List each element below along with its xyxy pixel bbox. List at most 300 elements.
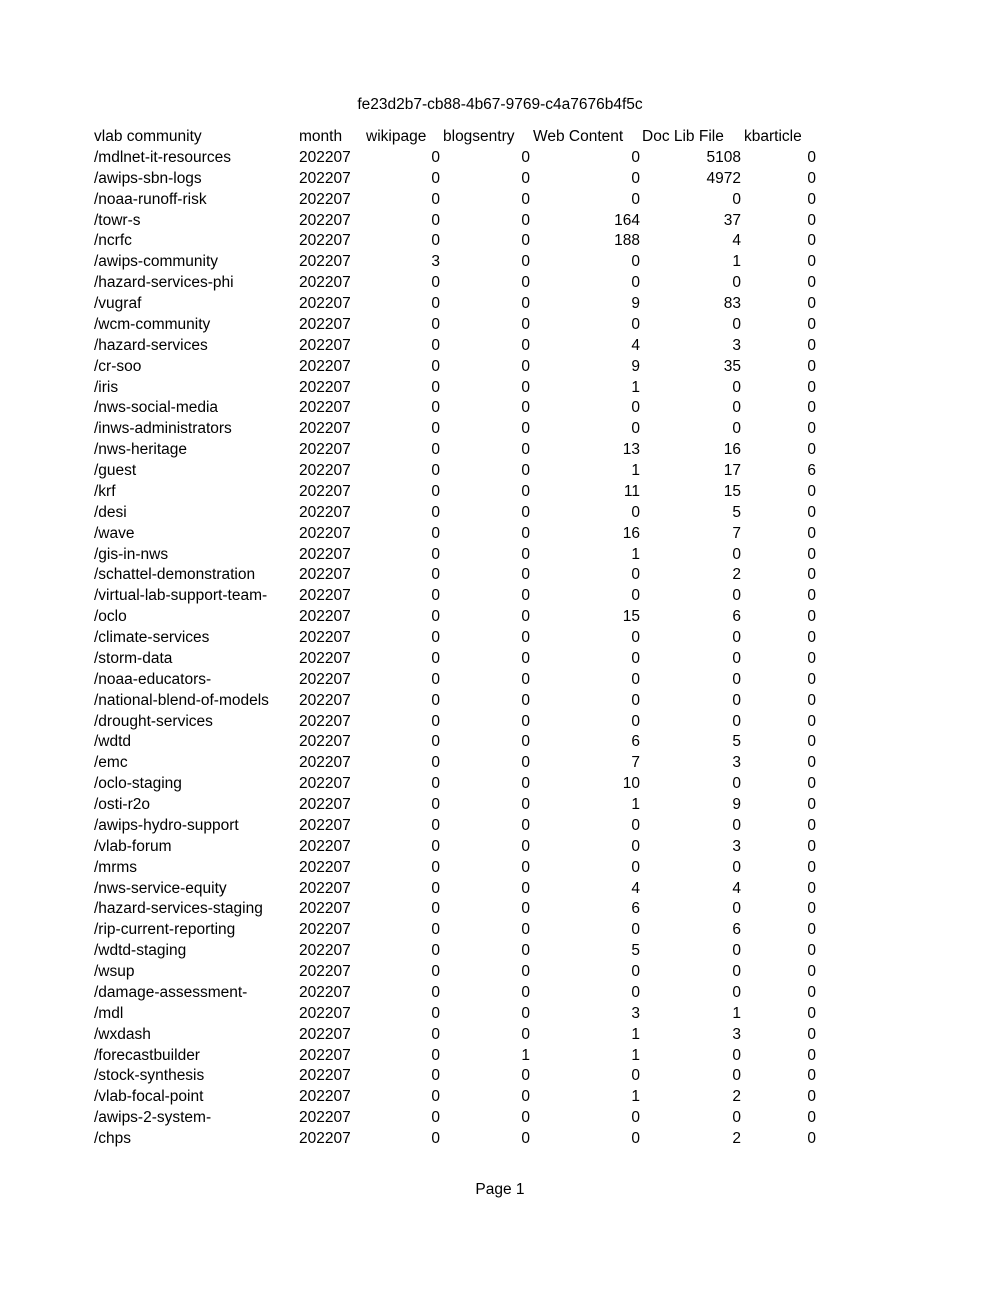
cell-web-content: 5 <box>631 942 640 960</box>
cell-blogsentry: 0 <box>521 942 530 960</box>
page-number: Page 1 <box>475 1181 525 1198</box>
cell-wikipage: 0 <box>431 1004 440 1022</box>
cell-wikipage: 0 <box>431 942 440 960</box>
cell-doc-lib-file: 0 <box>732 1067 741 1085</box>
cell-month: 202207 <box>299 274 351 292</box>
column-header-doc-lib-file: Doc Lib File <box>642 128 724 145</box>
cell-web-content: 6 <box>631 733 640 751</box>
cell-doc-lib-file: 0 <box>732 1046 741 1064</box>
cell-web-content: 3 <box>631 1004 640 1022</box>
cell-doc-lib-file: 0 <box>732 399 741 417</box>
cell-doc-lib-file: 4972 <box>706 169 741 187</box>
cell-community: /oclo <box>94 608 127 626</box>
cell-blogsentry: 1 <box>521 1046 530 1064</box>
cell-web-content: 0 <box>631 983 640 1001</box>
cell-blogsentry: 0 <box>521 232 530 250</box>
cell-month: 202207 <box>299 754 351 772</box>
cell-community: /national-blend-of-models <box>94 691 269 709</box>
cell-doc-lib-file: 7 <box>732 524 741 542</box>
cell-month: 202207 <box>299 315 351 333</box>
cell-blogsentry: 0 <box>521 837 530 855</box>
cell-web-content: 0 <box>631 587 640 605</box>
cell-web-content: 11 <box>623 482 640 500</box>
cell-wikipage: 0 <box>431 858 440 876</box>
cell-month: 202207 <box>299 1025 351 1043</box>
cell-kbarticle: 0 <box>807 1067 816 1085</box>
cell-blogsentry: 0 <box>521 1088 530 1106</box>
cell-community: /ncrfc <box>94 232 132 250</box>
cell-community: /stock-synthesis <box>94 1067 205 1085</box>
cell-web-content: 0 <box>631 691 640 709</box>
cell-kbarticle: 0 <box>807 336 816 354</box>
cell-wikipage: 0 <box>431 879 440 897</box>
cell-kbarticle: 0 <box>807 545 816 563</box>
cell-kbarticle: 0 <box>807 232 816 250</box>
cell-community: /wsup <box>94 963 135 980</box>
cell-wikipage: 0 <box>431 733 440 751</box>
cell-blogsentry: 0 <box>521 733 530 751</box>
cell-blogsentry: 0 <box>521 462 530 479</box>
cell-month: 202207 <box>299 482 351 500</box>
cell-month: 202207 <box>299 796 351 813</box>
cell-doc-lib-file: 0 <box>732 775 741 793</box>
cell-community: /vlab-forum <box>94 837 172 855</box>
cell-doc-lib-file: 0 <box>732 816 741 834</box>
cell-month: 202207 <box>299 211 351 229</box>
cell-web-content: 0 <box>631 670 640 688</box>
cell-wikipage: 0 <box>431 566 440 584</box>
cell-web-content: 0 <box>631 816 640 834</box>
cell-blogsentry: 0 <box>521 295 530 312</box>
cell-wikipage: 0 <box>431 1109 440 1127</box>
cell-web-content: 1 <box>631 1025 640 1043</box>
cell-web-content: 0 <box>631 1109 640 1127</box>
cell-community: /wdtd <box>94 733 132 751</box>
cell-wikipage: 0 <box>431 837 440 855</box>
cell-community: /awips-hydro-support <box>94 816 239 834</box>
cell-kbarticle: 0 <box>807 253 816 271</box>
cell-kbarticle: 0 <box>807 963 816 980</box>
cell-kbarticle: 0 <box>807 879 816 897</box>
cell-community: /climate-services <box>94 629 210 646</box>
cell-community: /wdtd-staging <box>94 942 187 960</box>
cell-doc-lib-file: 0 <box>732 190 741 208</box>
cell-blogsentry: 0 <box>521 169 530 187</box>
document-title: fe23d2b7-cb88-4b67-9769-c4a7676b4f5c <box>357 96 643 113</box>
cell-wikipage: 0 <box>431 983 440 1001</box>
cell-kbarticle: 0 <box>807 1046 816 1064</box>
cell-blogsentry: 0 <box>521 503 530 521</box>
cell-doc-lib-file: 4 <box>732 879 741 897</box>
cell-community: /nws-social-media <box>94 399 219 417</box>
cell-community: /wcm-community <box>94 315 211 333</box>
cell-web-content: 0 <box>631 629 640 646</box>
cell-month: 202207 <box>299 712 351 730</box>
cell-wikipage: 3 <box>431 253 440 271</box>
cell-community: /storm-data <box>94 649 173 667</box>
cell-doc-lib-file: 0 <box>732 963 741 980</box>
cell-community: /noaa-runoff-risk <box>94 190 207 208</box>
cell-doc-lib-file: 37 <box>723 211 741 229</box>
cell-web-content: 0 <box>631 837 640 855</box>
cell-doc-lib-file: 15 <box>723 482 741 500</box>
cell-web-content: 9 <box>631 357 640 375</box>
cell-blogsentry: 0 <box>521 587 530 605</box>
cell-blogsentry: 0 <box>521 670 530 688</box>
cell-doc-lib-file: 0 <box>732 649 741 667</box>
cell-kbarticle: 0 <box>807 775 816 793</box>
cell-community: /nws-service-equity <box>94 879 227 897</box>
cell-community: /emc <box>94 754 128 772</box>
cell-web-content: 164 <box>614 211 640 229</box>
cell-kbarticle: 0 <box>807 357 816 375</box>
cell-community: /hazard-services-phi <box>94 274 234 292</box>
cell-kbarticle: 0 <box>807 315 816 333</box>
cell-blogsentry: 0 <box>521 399 530 417</box>
cell-doc-lib-file: 3 <box>732 336 741 354</box>
cell-doc-lib-file: 0 <box>732 587 741 605</box>
cell-month: 202207 <box>299 169 351 187</box>
cell-kbarticle: 0 <box>807 608 816 626</box>
cell-wikipage: 0 <box>431 462 440 479</box>
column-header-blogsentry: blogsentry <box>443 128 515 145</box>
cell-kbarticle: 0 <box>807 1088 816 1106</box>
cell-wikipage: 0 <box>431 963 440 980</box>
cell-wikipage: 0 <box>431 796 440 813</box>
cell-month: 202207 <box>299 649 351 667</box>
cell-blogsentry: 0 <box>521 879 530 897</box>
cell-wikipage: 0 <box>431 357 440 375</box>
cell-kbarticle: 0 <box>807 378 816 396</box>
cell-web-content: 0 <box>631 963 640 980</box>
cell-blogsentry: 0 <box>521 816 530 834</box>
cell-kbarticle: 0 <box>807 399 816 417</box>
cell-community: /osti-r2o <box>94 796 150 813</box>
cell-doc-lib-file: 6 <box>732 921 741 939</box>
cell-kbarticle: 0 <box>807 796 816 813</box>
cell-community: /vugraf <box>94 295 142 312</box>
cell-doc-lib-file: 0 <box>732 1109 741 1127</box>
cell-kbarticle: 0 <box>807 942 816 960</box>
cell-web-content: 6 <box>631 900 640 918</box>
cell-doc-lib-file: 9 <box>732 796 741 813</box>
cell-community: /awips-2-system- <box>94 1109 212 1127</box>
cell-kbarticle: 0 <box>807 670 816 688</box>
cell-month: 202207 <box>299 816 351 834</box>
cell-kbarticle: 0 <box>807 691 816 709</box>
cell-kbarticle: 0 <box>807 900 816 918</box>
cell-community: /wxdash <box>94 1025 151 1043</box>
cell-web-content: 10 <box>622 775 640 793</box>
cell-kbarticle: 0 <box>807 733 816 751</box>
cell-month: 202207 <box>299 232 351 250</box>
cell-community: /mdl <box>94 1004 124 1022</box>
cell-community: /awips-sbn-logs <box>94 169 202 187</box>
cell-month: 202207 <box>299 837 351 855</box>
cell-doc-lib-file: 4 <box>732 232 741 250</box>
cell-doc-lib-file: 0 <box>732 420 741 438</box>
cell-doc-lib-file: 0 <box>732 274 741 292</box>
cell-blogsentry: 0 <box>521 211 530 229</box>
cell-web-content: 16 <box>622 524 640 542</box>
cell-blogsentry: 0 <box>521 441 530 459</box>
cell-web-content: 7 <box>631 754 640 772</box>
cell-doc-lib-file: 0 <box>732 629 741 646</box>
cell-doc-lib-file: 0 <box>732 691 741 709</box>
cell-community: /forecastbuilder <box>94 1046 200 1064</box>
cell-blogsentry: 0 <box>521 1025 530 1043</box>
cell-kbarticle: 6 <box>807 462 816 479</box>
cell-doc-lib-file: 5 <box>732 733 741 751</box>
cell-community: /inws-administrators <box>94 420 232 438</box>
cell-web-content: 1 <box>631 1046 640 1064</box>
cell-kbarticle: 0 <box>807 837 816 855</box>
cell-web-content: 0 <box>631 921 640 939</box>
cell-month: 202207 <box>299 336 351 354</box>
cell-community: /mdlnet-it-resources <box>94 148 231 166</box>
cell-month: 202207 <box>299 733 351 751</box>
cell-web-content: 0 <box>631 712 640 730</box>
cell-blogsentry: 0 <box>521 963 530 980</box>
cell-doc-lib-file: 2 <box>732 1088 741 1106</box>
cell-kbarticle: 0 <box>807 566 816 584</box>
cell-wikipage: 0 <box>431 190 440 208</box>
cell-blogsentry: 0 <box>521 1130 530 1147</box>
cell-community: /nws-heritage <box>94 441 188 459</box>
cell-web-content: 0 <box>631 1067 640 1085</box>
cell-wikipage: 0 <box>431 378 440 396</box>
cell-doc-lib-file: 0 <box>732 983 741 1001</box>
cell-web-content: 0 <box>631 148 640 166</box>
cell-web-content: 1 <box>631 1088 640 1106</box>
cell-doc-lib-file: 0 <box>732 378 741 396</box>
cell-doc-lib-file: 3 <box>732 1025 741 1043</box>
cell-blogsentry: 0 <box>521 649 530 667</box>
cell-kbarticle: 0 <box>807 295 816 312</box>
cell-doc-lib-file: 2 <box>732 566 741 584</box>
cell-web-content: 1 <box>631 378 640 396</box>
cell-blogsentry: 0 <box>521 983 530 1001</box>
cell-wikipage: 0 <box>431 336 440 354</box>
cell-kbarticle: 0 <box>807 190 816 208</box>
cell-web-content: 0 <box>631 420 640 438</box>
cell-web-content: 0 <box>631 253 640 271</box>
cell-doc-lib-file: 3 <box>732 754 741 772</box>
cell-kbarticle: 0 <box>807 858 816 876</box>
cell-month: 202207 <box>299 983 351 1001</box>
cell-month: 202207 <box>299 858 351 876</box>
cell-wikipage: 0 <box>431 1130 440 1147</box>
cell-wikipage: 0 <box>431 503 440 521</box>
cell-kbarticle: 0 <box>807 482 816 500</box>
cell-month: 202207 <box>299 879 351 897</box>
cell-wikipage: 0 <box>431 629 440 646</box>
cell-month: 202207 <box>299 295 351 312</box>
cell-blogsentry: 0 <box>521 315 530 333</box>
cell-month: 202207 <box>299 566 351 584</box>
cell-month: 202207 <box>299 629 351 646</box>
cell-wikipage: 0 <box>431 274 440 292</box>
cell-kbarticle: 0 <box>807 1025 816 1043</box>
cell-kbarticle: 0 <box>807 1130 816 1147</box>
column-header-web-content: Web Content <box>533 128 624 145</box>
cell-blogsentry: 0 <box>521 482 530 500</box>
cell-kbarticle: 0 <box>807 649 816 667</box>
cell-wikipage: 0 <box>431 169 440 187</box>
cell-kbarticle: 0 <box>807 629 816 646</box>
cell-wikipage: 0 <box>431 921 440 939</box>
cell-doc-lib-file: 83 <box>723 295 741 312</box>
cell-blogsentry: 0 <box>521 190 530 208</box>
cell-kbarticle: 0 <box>807 754 816 772</box>
cell-wikipage: 0 <box>431 775 440 793</box>
cell-doc-lib-file: 6 <box>732 608 741 626</box>
cell-web-content: 1 <box>631 545 640 563</box>
cell-doc-lib-file: 2 <box>732 1130 741 1147</box>
cell-month: 202207 <box>299 691 351 709</box>
cell-kbarticle: 0 <box>807 921 816 939</box>
cell-community: /iris <box>94 378 119 396</box>
cell-doc-lib-file: 16 <box>723 441 741 459</box>
cell-community: /gis-in-nws <box>94 545 169 563</box>
cell-wikipage: 0 <box>431 649 440 667</box>
cell-wikipage: 0 <box>431 232 440 250</box>
cell-blogsentry: 0 <box>521 1004 530 1022</box>
cell-month: 202207 <box>299 1067 351 1085</box>
cell-blogsentry: 0 <box>521 420 530 438</box>
cell-wikipage: 0 <box>431 670 440 688</box>
cell-blogsentry: 0 <box>521 1109 530 1127</box>
cell-doc-lib-file: 0 <box>732 670 741 688</box>
cell-web-content: 0 <box>631 566 640 584</box>
cell-community: /vlab-focal-point <box>94 1088 204 1106</box>
cell-kbarticle: 0 <box>807 211 816 229</box>
cell-community: /guest <box>94 462 137 479</box>
cell-doc-lib-file: 5108 <box>706 148 741 166</box>
cell-month: 202207 <box>299 524 351 542</box>
cell-month: 202207 <box>299 1046 351 1064</box>
cell-doc-lib-file: 0 <box>732 712 741 730</box>
cell-doc-lib-file: 0 <box>732 545 741 563</box>
cell-wikipage: 0 <box>431 1025 440 1043</box>
cell-wikipage: 0 <box>431 900 440 918</box>
cell-month: 202207 <box>299 148 351 166</box>
cell-community: /hazard-services <box>94 336 208 354</box>
cell-wikipage: 0 <box>431 712 440 730</box>
cell-blogsentry: 0 <box>521 754 530 772</box>
cell-month: 202207 <box>299 608 351 626</box>
cell-doc-lib-file: 0 <box>732 315 741 333</box>
cell-wikipage: 0 <box>431 608 440 626</box>
cell-wikipage: 0 <box>431 148 440 166</box>
cell-month: 202207 <box>299 253 351 271</box>
cell-web-content: 4 <box>631 879 640 897</box>
cell-blogsentry: 0 <box>521 357 530 375</box>
cell-community: /schattel-demonstration <box>94 566 256 584</box>
cell-wikipage: 0 <box>431 1067 440 1085</box>
cell-doc-lib-file: 0 <box>732 900 741 918</box>
cell-blogsentry: 0 <box>521 796 530 813</box>
cell-month: 202207 <box>299 462 351 479</box>
cell-community: /awips-community <box>94 253 219 271</box>
cell-community: /wave <box>94 524 135 542</box>
cell-wikipage: 0 <box>431 1046 440 1064</box>
cell-doc-lib-file: 3 <box>732 837 741 855</box>
cell-wikipage: 0 <box>431 441 440 459</box>
cell-wikipage: 0 <box>431 816 440 834</box>
cell-web-content: 13 <box>622 441 640 459</box>
cell-community: /towr-s <box>94 211 141 229</box>
cell-wikipage: 0 <box>431 524 440 542</box>
cell-month: 202207 <box>299 942 351 960</box>
cell-wikipage: 0 <box>431 399 440 417</box>
cell-web-content: 0 <box>631 649 640 667</box>
cell-kbarticle: 0 <box>807 983 816 1001</box>
cell-month: 202207 <box>299 900 351 918</box>
cell-blogsentry: 0 <box>521 566 530 584</box>
cell-kbarticle: 0 <box>807 420 816 438</box>
cell-web-content: 0 <box>631 315 640 333</box>
cell-blogsentry: 0 <box>521 921 530 939</box>
cell-web-content: 15 <box>622 608 640 626</box>
cell-kbarticle: 0 <box>807 169 816 187</box>
column-header-kbarticle: kbarticle <box>744 128 802 145</box>
cell-wikipage: 0 <box>431 420 440 438</box>
cell-web-content: 0 <box>631 190 640 208</box>
cell-blogsentry: 0 <box>521 608 530 626</box>
cell-wikipage: 0 <box>431 315 440 333</box>
cell-month: 202207 <box>299 775 351 793</box>
column-header-month: month <box>299 128 343 145</box>
cell-web-content: 1 <box>631 462 640 479</box>
cell-blogsentry: 0 <box>521 858 530 876</box>
cell-web-content: 0 <box>631 503 640 521</box>
cell-doc-lib-file: 5 <box>732 503 741 521</box>
cell-month: 202207 <box>299 1130 351 1147</box>
cell-wikipage: 0 <box>431 545 440 563</box>
cell-month: 202207 <box>299 545 351 563</box>
cell-month: 202207 <box>299 1109 351 1127</box>
cell-month: 202207 <box>299 378 351 396</box>
cell-web-content: 1 <box>631 796 640 813</box>
cell-wikipage: 0 <box>431 691 440 709</box>
cell-doc-lib-file: 17 <box>723 462 741 479</box>
cell-doc-lib-file: 1 <box>732 1004 741 1022</box>
cell-blogsentry: 0 <box>521 253 530 271</box>
cell-web-content: 0 <box>631 399 640 417</box>
cell-doc-lib-file: 0 <box>732 942 741 960</box>
cell-kbarticle: 0 <box>807 816 816 834</box>
cell-blogsentry: 0 <box>521 274 530 292</box>
cell-month: 202207 <box>299 357 351 375</box>
cell-blogsentry: 0 <box>521 712 530 730</box>
cell-blogsentry: 0 <box>521 545 530 563</box>
cell-month: 202207 <box>299 399 351 417</box>
cell-community: /rip-current-reporting <box>94 921 236 939</box>
cell-month: 202207 <box>299 963 351 980</box>
cell-month: 202207 <box>299 1088 351 1106</box>
cell-kbarticle: 0 <box>807 712 816 730</box>
cell-kbarticle: 0 <box>807 441 816 459</box>
cell-kbarticle: 0 <box>807 587 816 605</box>
cell-month: 202207 <box>299 420 351 438</box>
cell-kbarticle: 0 <box>807 524 816 542</box>
cell-community: /hazard-services-staging <box>94 900 263 918</box>
cell-web-content: 188 <box>614 232 640 250</box>
cell-community: /drought-services <box>94 712 213 730</box>
cell-blogsentry: 0 <box>521 900 530 918</box>
cell-community: /noaa-educators- <box>94 670 212 688</box>
